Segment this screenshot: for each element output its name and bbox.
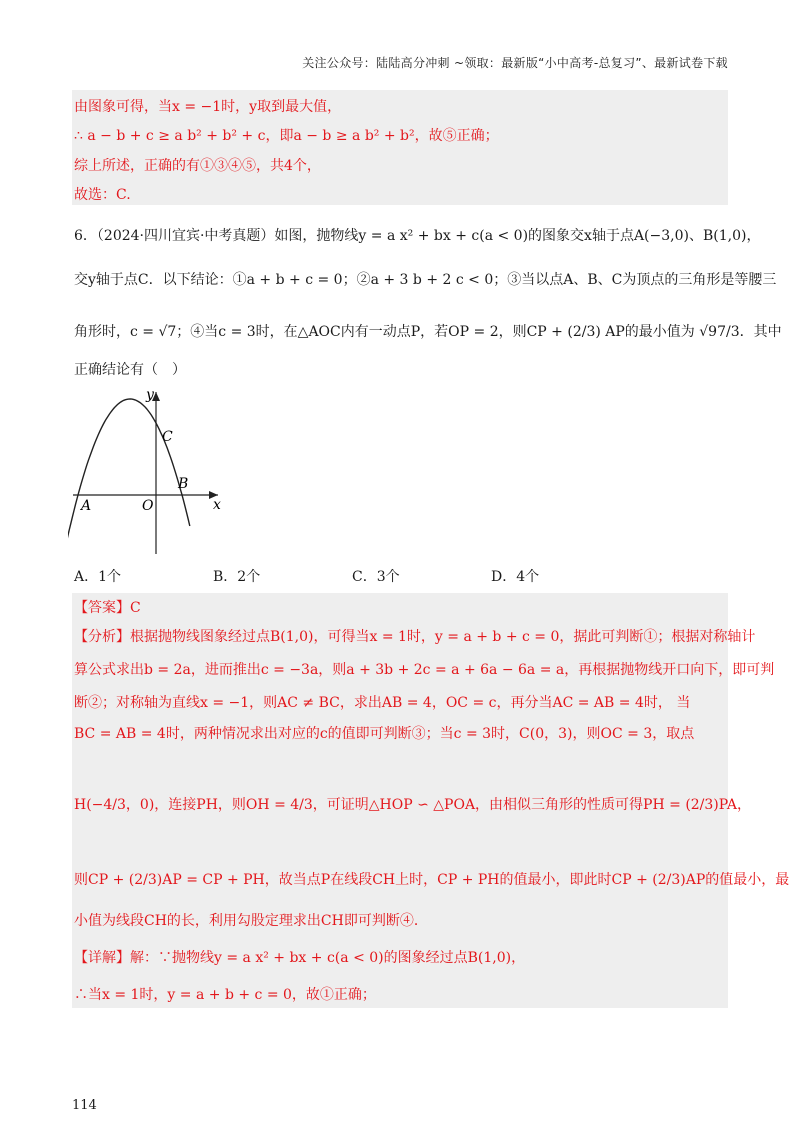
question-line: 6．（2024·四川宜宾·中考真题）如图，抛物线y = a x² + bx + c(a < 0)的图象交x轴于点A(−3,0)、B(1,0)， bbox=[74, 228, 761, 244]
analysis-line: H(−4/3，0)，连接PH，则OH = 4/3，可证明△HOP ∽ △POA，由相似三角形的性质可得PH = (2/3)PA， bbox=[74, 797, 752, 813]
question-line: 正确结论有（ ） bbox=[74, 362, 186, 378]
analysis-line: 算公式求出b = 2a，进而推出c = −3a，则a + 3b + 2c = a + 6a − 6a = a，再根据抛物线开口向下，即可判 bbox=[74, 662, 775, 678]
parabola-curve bbox=[68, 399, 190, 554]
option-d[interactable]: D．4个 bbox=[491, 569, 540, 585]
answer-tag: 【答案】 bbox=[74, 600, 130, 616]
analysis-line bbox=[74, 627, 755, 647]
question-line: 角形时，c = √7；④当c = 3时，在△AOC内有一动点P，若OP = 2，则CP + (2/3) AP的最小值为 √97/3．其中 bbox=[74, 324, 782, 340]
parabola-figure bbox=[68, 382, 238, 554]
option-c[interactable]: C．3个 bbox=[352, 569, 400, 585]
analysis-line: BC = AB = 4时，两种情况求出对应的c的值即可判断③；当c = 3时，C(0，3)，则OC = 3，取点 bbox=[74, 726, 695, 742]
detail-text: 解：∵抛物线y = a x² + bx + c(a < 0)的图象经过点B(1,0)， bbox=[130, 950, 526, 966]
detail-line: ∴当x = 1时，y = a + b + c = 0，故①正确； bbox=[74, 987, 376, 1003]
solution-line: 综上所述，正确的有①③④⑤，共4个， bbox=[74, 158, 321, 174]
option-b[interactable]: B．2个 bbox=[213, 569, 261, 585]
page-header: 关注公众号：陆陆高分冲刺 ~领取：最新版“小中高考-总复习”、最新试卷下载 bbox=[302, 56, 728, 70]
answer-line bbox=[74, 598, 141, 618]
solution-line: ∴ a − b + c ≥ a b² + b² + c，即a − b ≥ a b² + b²，故⑤正确； bbox=[74, 128, 499, 144]
detail-tag: 【详解】 bbox=[74, 950, 130, 966]
label-o: O bbox=[142, 498, 154, 514]
solution-line: 由图象可得，当x = −1时，y取到最大值， bbox=[74, 99, 342, 115]
page-number: 114 bbox=[72, 1098, 97, 1113]
label-a: A bbox=[81, 498, 92, 514]
question-line: 交y轴于点C．以下结论：①a + b + c = 0；②a + 3 b + 2 c < 0；③当以点A、B、C为顶点的三角形是等腰三 bbox=[74, 272, 777, 288]
solution-line: 故选：C. bbox=[74, 187, 131, 203]
label-x: x bbox=[213, 497, 221, 513]
answer-value: C bbox=[130, 600, 141, 616]
analysis-text: 根据抛物线图象经过点B(1,0)，可得当x = 1时，y = a + b + c = 0，据此可判断①；根据对称轴计 bbox=[130, 629, 756, 645]
analysis-line: 小值为线段CH的长，利用勾股定理求出CH即可判断④． bbox=[74, 913, 428, 929]
analysis-line: 断②；对称轴为直线x = −1，则AC ≠ BC，求出AB = 4，OC = c，再分当AC = AB = 4时， 当 bbox=[74, 695, 691, 711]
detail-line bbox=[74, 948, 525, 968]
label-c: C bbox=[162, 429, 173, 445]
label-b: B bbox=[178, 476, 189, 492]
label-y: y bbox=[146, 387, 154, 403]
analysis-line: 则CP + (2/3)AP = CP + PH，故当点P在线段CH上时，CP + PH的值最小，即此时CP + (2/3)AP的值最小，最 bbox=[74, 872, 790, 888]
analysis-tag: 【分析】 bbox=[74, 629, 130, 645]
option-a[interactable]: A．1个 bbox=[74, 569, 122, 585]
